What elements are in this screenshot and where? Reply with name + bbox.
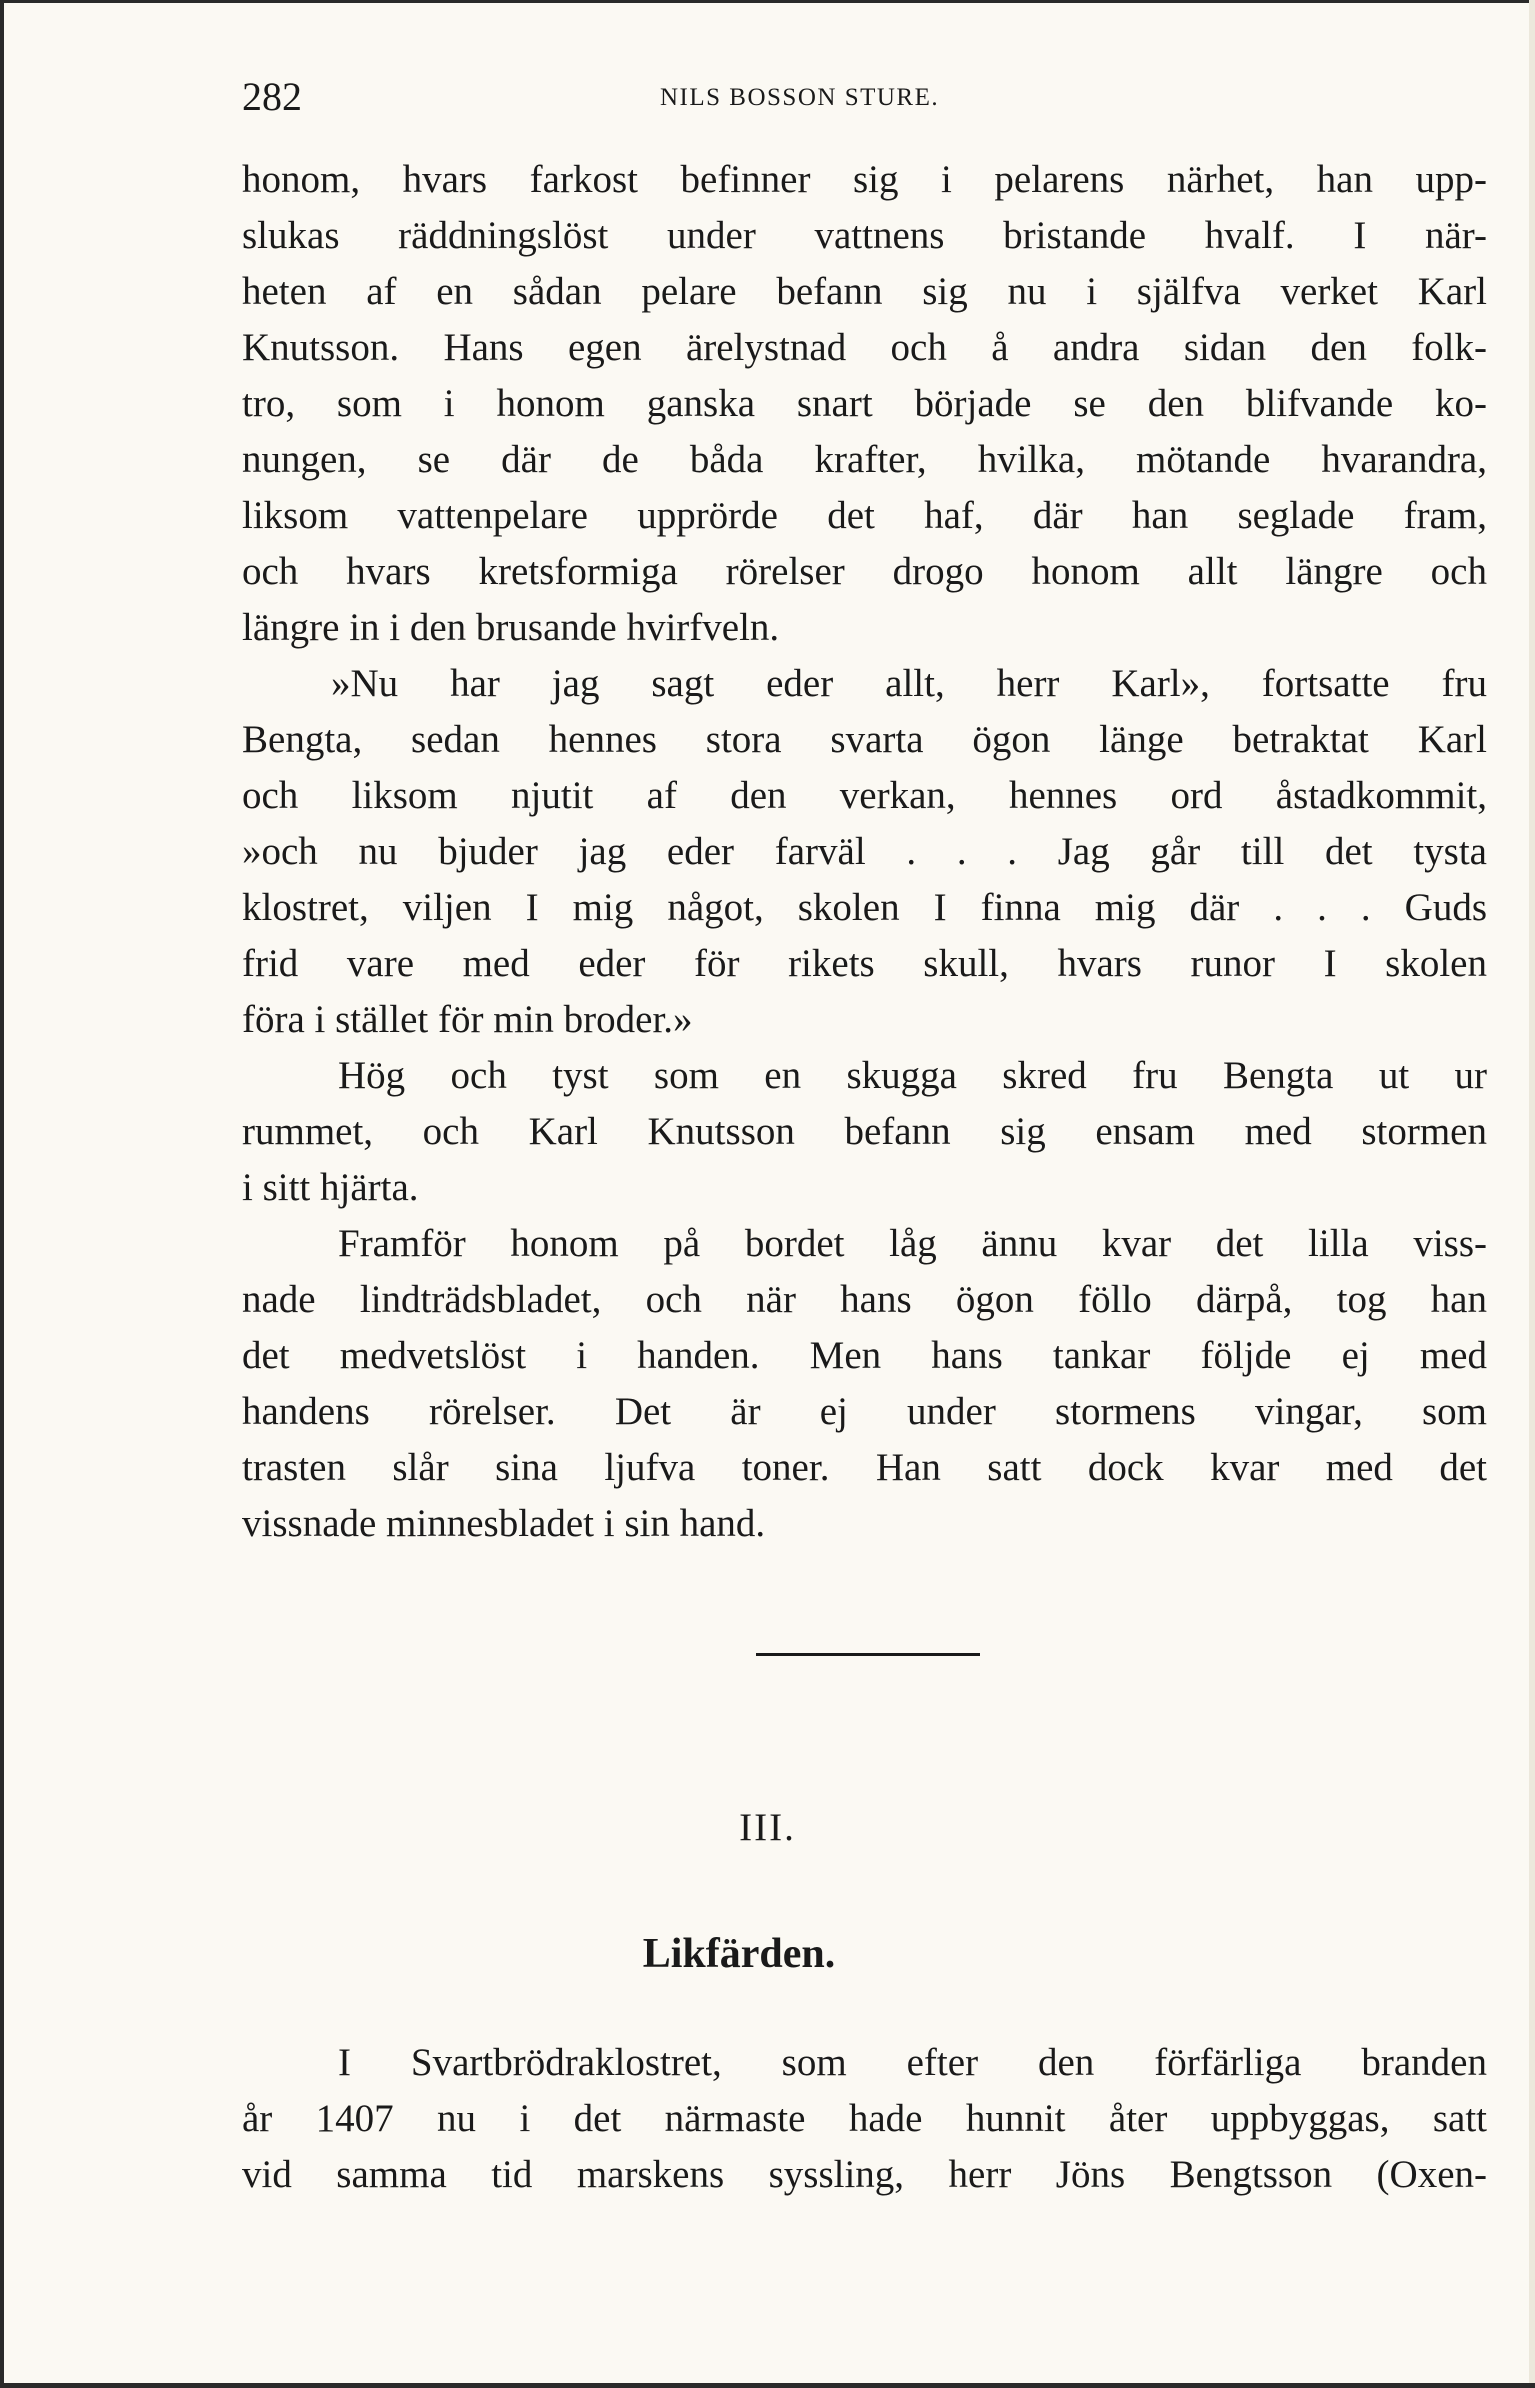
text-line: nade lindträdsbladet, och när hans ögon föllo därpå, tog han (242, 1278, 1487, 1321)
text-line: vissnade minnesbladet i sin hand. (242, 1502, 766, 1545)
text-line: föra i stället för min broder.» (242, 998, 693, 1041)
text-line: nungen, se där de båda krafter, hvilka, mötande hvarandra, (242, 438, 1487, 481)
text-line: I Svartbrödraklostret, som efter den förfärliga branden (338, 2041, 1487, 2084)
text-line: det medvetslöst i handen. Men hans tankar följde ej med (242, 1334, 1487, 1377)
text-line: och hvars kretsformiga rörelser drogo honom allt längre och (242, 550, 1487, 593)
text-line: klostret, viljen I mig något, skolen I finna mig där . . . Guds (242, 886, 1487, 929)
text-line: »Nu har jag sagt eder allt, herr Karl», fortsatte fru (331, 662, 1487, 705)
text-line: frid vare med eder för rikets skull, hvars runor I skolen (242, 942, 1487, 985)
scan-border-right (1529, 0, 1535, 2388)
text-line: längre in i den brusande hvirfveln. (242, 606, 780, 649)
text-line: slukas räddningslöst under vattnens bristande hvalf. I när- (242, 214, 1487, 257)
text-line: trasten slår sina ljufva toner. Han satt dock kvar med det (242, 1446, 1487, 1489)
running-title: NILS BOSSON STURE. (660, 84, 940, 111)
scan-border-top (0, 0, 1535, 3)
text-line: liksom vattenpelare upprörde det haf, där han seglade fram, (242, 494, 1487, 537)
text-line: Knutsson. Hans egen ärelystnad och å andra sidan den folk- (242, 326, 1487, 369)
body-text-top (242, 152, 1487, 1552)
text-line: tro, som i honom ganska snart började se den blifvande ko- (242, 382, 1487, 425)
text-line: heten af en sådan pelare befann sig nu i själfva verket Karl (242, 270, 1487, 313)
chapter-title: Likfärden. (642, 1931, 836, 1977)
text-line: och liksom njutit af den verkan, hennes ord åstadkommit, (242, 774, 1487, 817)
page-number: 282 (242, 74, 302, 119)
text-line: Framför honom på bordet låg ännu kvar det lilla viss- (338, 1222, 1487, 1265)
text-line: Hög och tyst som en skugga skred fru Bengta ut ur (338, 1054, 1487, 1097)
text-line: rummet, och Karl Knutsson befann sig ensam med stormen (242, 1110, 1487, 1153)
running-head (242, 72, 1487, 122)
text-line: »och nu bjuder jag eder farväl . . . Jag går till det tysta (242, 830, 1487, 873)
text-line: Bengta, sedan hennes stora svarta ögon länge betraktat Karl (242, 718, 1487, 761)
scan-border-bottom (0, 2383, 1535, 2388)
scan-border-left (0, 0, 4, 2388)
section-divider-rule (756, 1653, 980, 1656)
text-line: i sitt hjärta. (242, 1166, 419, 1209)
text-line: vid samma tid marskens syssling, herr Jöns Bengtsson (Oxen- (242, 2153, 1487, 2196)
text-line: handens rörelser. Det är ej under stormens vingar, som (242, 1390, 1487, 1433)
text-line: honom, hvars farkost befinner sig i pelarens närhet, han upp- (242, 158, 1487, 201)
text-line: år 1407 nu i det närmaste hade hunnit åter uppbyggas, satt (242, 2097, 1487, 2140)
body-text-bottom (242, 2035, 1487, 2203)
chapter-number: III. (739, 1806, 796, 1849)
